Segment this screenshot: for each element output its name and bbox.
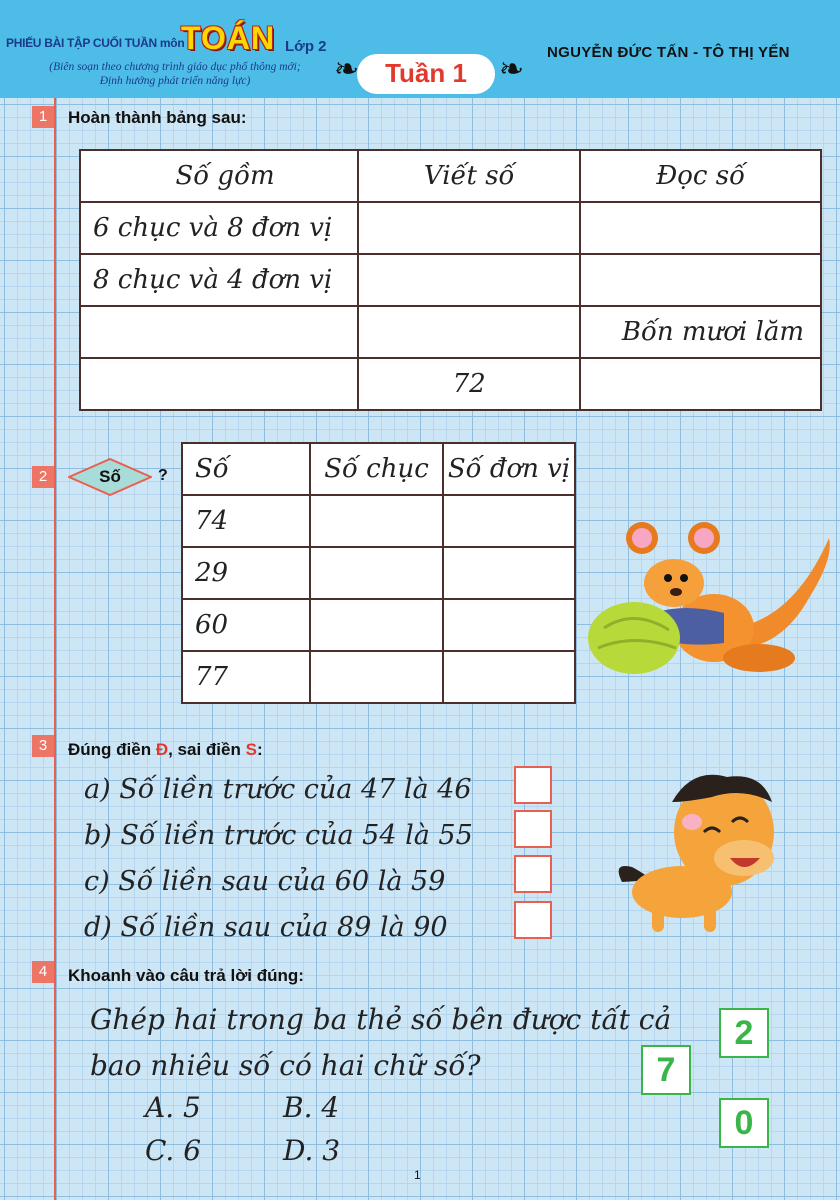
answer-cell[interactable] xyxy=(443,599,575,651)
table-cell: 6 chục và 8 đơn vị xyxy=(80,202,358,254)
table-row xyxy=(80,202,821,254)
answer-cell[interactable] xyxy=(358,202,580,254)
margin-line xyxy=(54,98,56,1200)
table-row xyxy=(182,547,575,599)
table-header-row xyxy=(80,150,821,202)
subtitle-line-1: (Biên soạn theo chương trình giáo dục phổ thông mới; xyxy=(49,61,301,73)
table-cell: 8 chục và 4 đơn vị xyxy=(80,254,358,306)
option-a[interactable]: A. 5 xyxy=(145,1091,201,1124)
table-cell: 77 xyxy=(182,651,310,703)
authors: NGUYỄN ĐỨC TẤN - TÔ THỊ YẾN xyxy=(547,44,790,61)
statement-a: a) Số liền trước của 47 là 46 xyxy=(84,774,472,805)
table-cell: 60 xyxy=(182,599,310,651)
question-3-number: 3 xyxy=(32,735,54,757)
answer-box-d[interactable] xyxy=(514,901,552,939)
answer-cell[interactable] xyxy=(310,651,443,703)
number-card-0: 0 xyxy=(719,1098,769,1148)
table-row xyxy=(182,599,575,651)
statement-d: d) Số liền sau của 89 là 90 xyxy=(84,912,448,943)
answer-box-c[interactable] xyxy=(514,855,552,893)
table-row xyxy=(80,358,821,410)
table-row xyxy=(182,651,575,703)
table-row xyxy=(80,254,821,306)
subtitle-line-2: Định hướng phát triển năng lực) xyxy=(99,75,251,88)
header-so: Số xyxy=(182,443,310,495)
subtitle xyxy=(20,60,330,89)
week-label: Tuần 1 xyxy=(385,58,467,88)
ornament-left-icon: ❧ xyxy=(334,52,360,87)
subject-title: TOÁN xyxy=(181,20,276,56)
answer-cell[interactable] xyxy=(358,306,580,358)
option-d[interactable]: D. 3 xyxy=(283,1134,341,1167)
question-4-number: 4 xyxy=(32,961,54,983)
statement-b: b) Số liền trước của 54 là 55 xyxy=(84,820,473,851)
answer-box-a[interactable] xyxy=(514,766,552,804)
header-doc-so: Đọc số xyxy=(580,150,821,202)
title-d: Đ xyxy=(155,740,169,759)
table-cell: 74 xyxy=(182,495,310,547)
answer-cell[interactable] xyxy=(580,358,821,410)
number-card-7: 7 xyxy=(641,1045,691,1095)
table-cell: 29 xyxy=(182,547,310,599)
question-1-number: 1 xyxy=(32,106,54,128)
table-header-row xyxy=(182,443,575,495)
header-so-chuc: Số chục xyxy=(310,443,443,495)
answer-cell[interactable] xyxy=(310,547,443,599)
page-number: 1 xyxy=(414,1168,421,1182)
table-row xyxy=(182,495,575,547)
header-so-don-vi: Số đơn vị xyxy=(443,443,575,495)
q2-table xyxy=(181,442,576,704)
table-row xyxy=(80,306,821,358)
series-title: PHIẾU BÀI TẬP CUỐI TUẦN môn xyxy=(6,36,185,50)
question-2-number: 2 xyxy=(32,466,54,488)
answer-cell[interactable] xyxy=(580,254,821,306)
ornament-right-icon: ❧ xyxy=(499,52,525,87)
question-mark: ? xyxy=(158,467,168,484)
grade-label: Lớp 2 xyxy=(285,38,327,55)
header-so-gom: Số gồm xyxy=(80,150,358,202)
answer-cell[interactable] xyxy=(80,358,358,410)
table-cell: 72 xyxy=(358,358,580,410)
question-4-line-2: bao nhiêu số có hai chữ số? xyxy=(90,1049,481,1082)
number-card-2: 2 xyxy=(719,1008,769,1058)
title-text: : xyxy=(256,740,263,759)
kangaroo-illustration xyxy=(584,508,840,686)
answer-cell[interactable] xyxy=(443,651,575,703)
statement-c: c) Số liền sau của 60 là 59 xyxy=(84,866,446,897)
question-3-title xyxy=(68,740,263,760)
answer-cell[interactable] xyxy=(80,306,358,358)
option-c[interactable]: C. 6 xyxy=(145,1134,202,1167)
title-text: , sai điền xyxy=(168,740,246,759)
answer-box-b[interactable] xyxy=(514,810,552,848)
answer-cell[interactable] xyxy=(443,495,575,547)
answer-cell[interactable] xyxy=(310,495,443,547)
title-text: Đúng điền xyxy=(68,740,156,759)
answer-cell[interactable] xyxy=(443,547,575,599)
question-4-line-1: Ghép hai trong ba thẻ số bên được tất cả xyxy=(90,1003,672,1036)
answer-cell[interactable] xyxy=(310,599,443,651)
title-s: S xyxy=(245,740,257,759)
question-4-title: Khoanh vào câu trả lời đúng: xyxy=(68,966,304,985)
option-b[interactable]: B. 4 xyxy=(283,1091,340,1124)
header-viet-so: Viết số xyxy=(358,150,580,202)
q1-table xyxy=(79,149,822,411)
question-2-label: Số xyxy=(99,467,121,486)
horse-illustration xyxy=(612,762,788,938)
answer-cell[interactable] xyxy=(580,202,821,254)
table-cell: Bốn mươi lăm xyxy=(580,306,821,358)
answer-cell[interactable] xyxy=(358,254,580,306)
question-1-title: Hoàn thành bảng sau: xyxy=(68,108,247,127)
